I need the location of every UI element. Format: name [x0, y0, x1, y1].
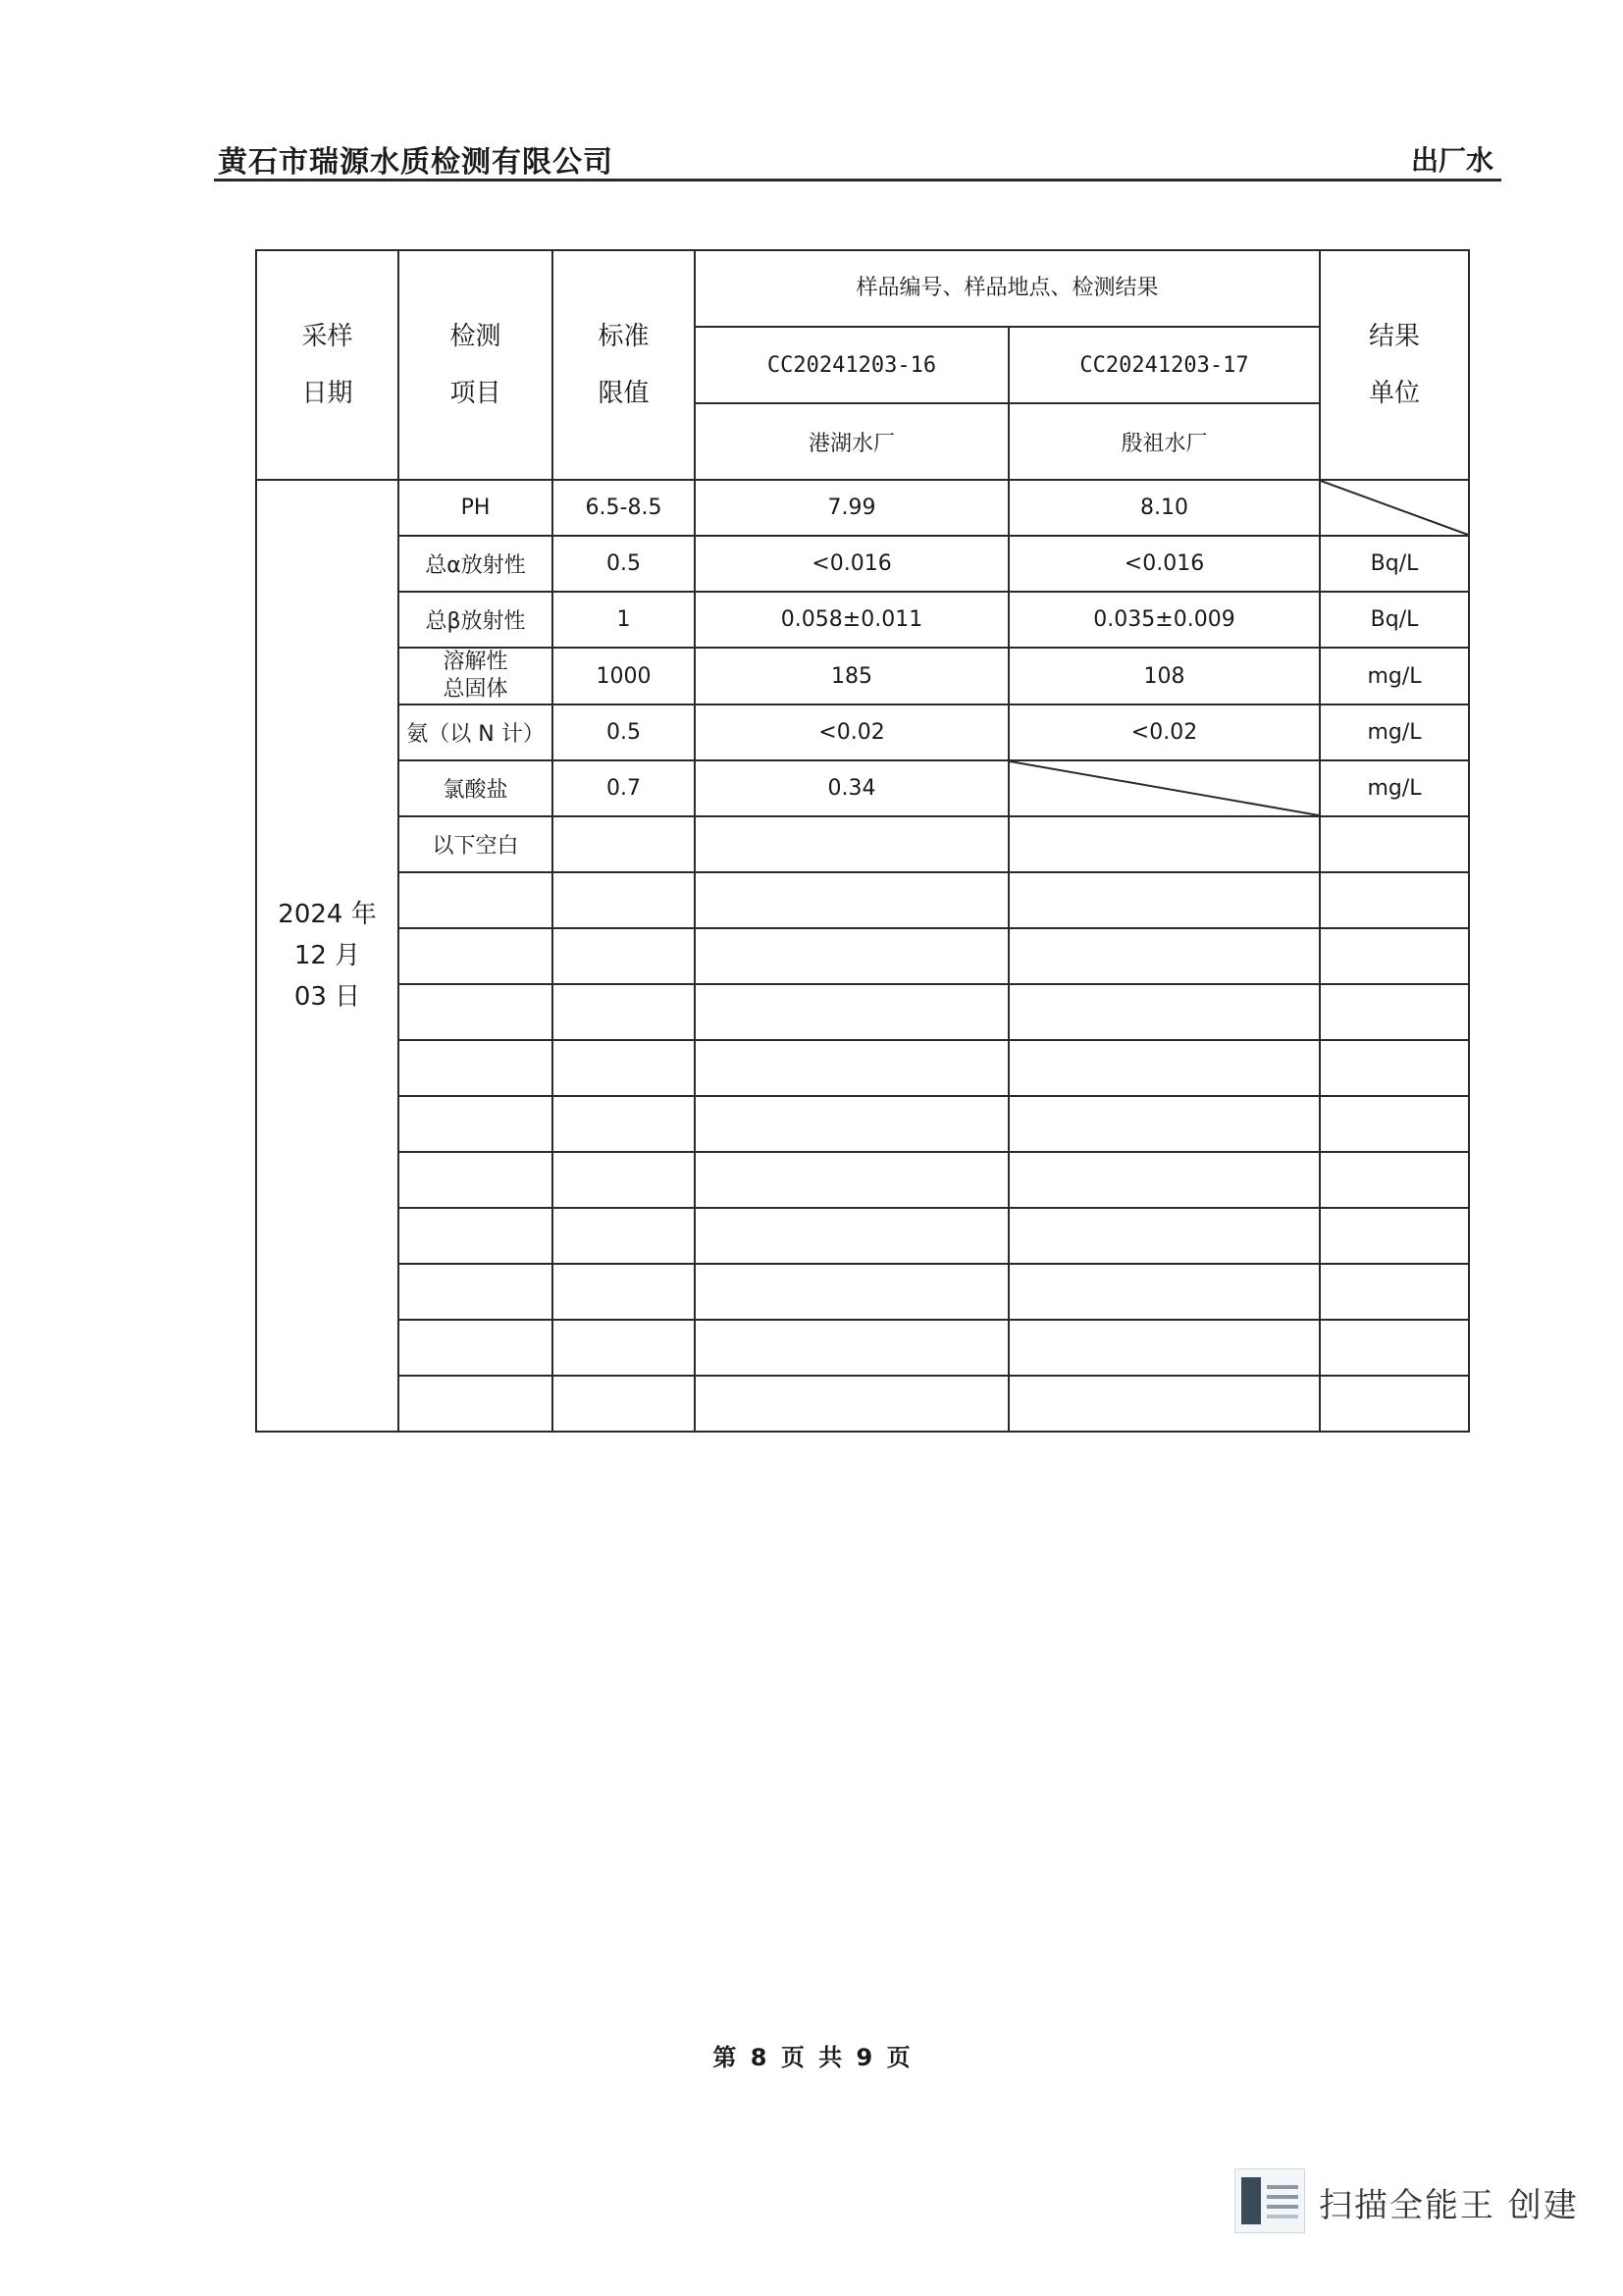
blank-row [256, 872, 1469, 928]
document-tag: 出厂水 [1410, 144, 1493, 177]
blank-row [256, 1096, 1469, 1152]
test-item-line: 以下空白 [432, 834, 519, 859]
test-item-line: PH [460, 496, 491, 520]
result-unit-blank [1320, 1096, 1469, 1152]
test-item-blank [398, 1320, 552, 1376]
sampling-date-part: 2024 年 [278, 900, 377, 929]
test-item-blank [398, 1040, 552, 1096]
header-sample-group: 样品编号、样品地点、检测结果 [695, 250, 1320, 327]
result-unit: mg/L [1320, 704, 1469, 760]
header-test-item [398, 250, 552, 480]
result-unit: mg/L [1320, 648, 1469, 704]
header-result-unit [1320, 250, 1469, 480]
blank-row [256, 1040, 1469, 1096]
result-sample-2-blank [1009, 984, 1320, 1040]
table-row [256, 592, 1469, 648]
blank-row [256, 1264, 1469, 1320]
result-sample-2: <0.016 [1009, 536, 1320, 592]
result-sample-1: 185 [695, 648, 1009, 704]
blank-row [256, 1376, 1469, 1432]
standard-limit-blank [552, 1376, 695, 1432]
table-row [256, 480, 1469, 536]
test-item-blank [398, 1264, 552, 1320]
result-sample-1-blank [695, 928, 1009, 984]
result-unit-blank [1320, 928, 1469, 984]
standard-limit-blank [552, 1152, 695, 1208]
result-unit: Bq/L [1320, 592, 1469, 648]
header-standard-limit [552, 250, 695, 480]
sample-location-2: 殷祖水厂 [1009, 403, 1320, 480]
blank-row [256, 928, 1469, 984]
test-item [398, 648, 552, 704]
header-sampling-date [256, 250, 398, 480]
sampling-date-part: 03 日 [293, 982, 361, 1012]
test-item-blank [398, 984, 552, 1040]
result-sample-1-blank [695, 872, 1009, 928]
test-item-blank [398, 872, 552, 928]
standard-limit-blank [552, 1264, 695, 1320]
test-item [398, 760, 552, 816]
standard-limit: 1 [552, 592, 695, 648]
result-sample-1: 7.99 [695, 480, 1009, 536]
header-test-item-line2: 项目 [449, 379, 501, 408]
header-standard-limit-line1: 标准 [598, 322, 650, 351]
header-standard-limit-line2: 限值 [598, 379, 650, 408]
standard-limit-blank [552, 1320, 695, 1376]
standard-limit-blank [552, 1040, 695, 1096]
result-sample-1-blank [695, 1152, 1009, 1208]
result-unit [1320, 480, 1469, 536]
result-sample-2-blank [1009, 928, 1320, 984]
test-item-line: 总β放射性 [425, 609, 526, 634]
result-unit-blank [1320, 1320, 1469, 1376]
result-sample-2 [1009, 816, 1320, 872]
test-item-blank [398, 1376, 552, 1432]
result-unit: mg/L [1320, 760, 1469, 816]
header-test-item-line1: 检测 [449, 322, 501, 351]
result-sample-2-blank [1009, 1096, 1320, 1152]
header-sampling-date-line1: 采样 [301, 322, 353, 351]
result-sample-2-blank [1009, 1264, 1320, 1320]
standard-limit-blank [552, 1208, 695, 1264]
scanner-logo-icon [1234, 2168, 1305, 2233]
standard-limit: 0.5 [552, 536, 695, 592]
result-sample-2-blank [1009, 1376, 1320, 1432]
test-item [398, 816, 552, 872]
sampling-date-cell [256, 480, 398, 1432]
result-unit-blank [1320, 1264, 1469, 1320]
table-row [256, 816, 1469, 872]
result-sample-1-blank [695, 1320, 1009, 1376]
watermark-text: 扫描全能王 创建 [1319, 2186, 1579, 2225]
result-unit-blank [1320, 1376, 1469, 1432]
test-item-line: 氨（以 N 计） [406, 722, 545, 747]
result-sample-2: 108 [1009, 648, 1320, 704]
result-sample-1: <0.02 [695, 704, 1009, 760]
result-sample-1-blank [695, 1376, 1009, 1432]
result-unit-blank [1320, 1208, 1469, 1264]
sample-id-1: CC20241203-16 [695, 327, 1009, 403]
test-item-blank [398, 1096, 552, 1152]
test-item-blank [398, 1152, 552, 1208]
result-sample-2: 0.035±0.009 [1009, 592, 1320, 648]
header-divider [214, 179, 1501, 182]
test-item-blank [398, 928, 552, 984]
standard-limit: 1000 [552, 648, 695, 704]
test-item-line: 氯酸盐 [443, 778, 508, 803]
sample-id-2: CC20241203-17 [1009, 327, 1320, 403]
header-result-unit-line2: 单位 [1369, 379, 1421, 408]
blank-row [256, 1320, 1469, 1376]
blank-row [256, 1152, 1469, 1208]
test-item [398, 536, 552, 592]
test-item-line: 溶解性 [443, 650, 508, 674]
standard-limit-blank [552, 872, 695, 928]
standard-limit: 0.5 [552, 704, 695, 760]
standard-limit: 6.5-8.5 [552, 480, 695, 536]
result-sample-1-blank [695, 1040, 1009, 1096]
result-sample-1-blank [695, 1264, 1009, 1320]
test-results-table [255, 249, 1470, 1433]
table-row [256, 704, 1469, 760]
result-sample-2 [1009, 760, 1320, 816]
blank-row [256, 984, 1469, 1040]
result-sample-1-blank [695, 1208, 1009, 1264]
scanner-watermark [1234, 2166, 1588, 2239]
result-sample-1-blank [695, 1096, 1009, 1152]
result-sample-2-blank [1009, 1208, 1320, 1264]
result-unit-blank [1320, 984, 1469, 1040]
standard-limit-blank [552, 1096, 695, 1152]
result-sample-2-blank [1009, 1040, 1320, 1096]
test-item [398, 704, 552, 760]
table-row [256, 760, 1469, 816]
result-sample-2-blank [1009, 872, 1320, 928]
diagonal-slash [1321, 481, 1468, 535]
table-row [256, 648, 1469, 704]
sample-location-1: 港湖水厂 [695, 403, 1009, 480]
result-unit-blank [1320, 1040, 1469, 1096]
result-sample-1: 0.34 [695, 760, 1009, 816]
result-sample-1: <0.016 [695, 536, 1009, 592]
result-sample-2: 8.10 [1009, 480, 1320, 536]
header-sampling-date-line2: 日期 [301, 379, 353, 408]
header-result-unit-line1: 结果 [1369, 322, 1421, 351]
test-item-line: 总α放射性 [425, 553, 526, 578]
result-sample-1: 0.058±0.011 [695, 592, 1009, 648]
diagonal-slash [1010, 761, 1319, 815]
result-unit [1320, 816, 1469, 872]
test-item-blank [398, 1208, 552, 1264]
sampling-date-part: 12 月 [293, 941, 361, 970]
test-item [398, 480, 552, 536]
company-name: 黄石市瑞源水质检测有限公司 [218, 145, 613, 180]
result-sample-1-blank [695, 984, 1009, 1040]
result-unit-blank [1320, 1152, 1469, 1208]
result-sample-1 [695, 816, 1009, 872]
result-sample-2-blank [1009, 1152, 1320, 1208]
standard-limit-blank [552, 928, 695, 984]
standard-limit-blank [552, 984, 695, 1040]
table-row [256, 536, 1469, 592]
result-sample-2-blank [1009, 1320, 1320, 1376]
standard-limit [552, 816, 695, 872]
result-sample-2: <0.02 [1009, 704, 1320, 760]
test-item [398, 592, 552, 648]
page-number: 第 8 页 共 9 页 [712, 2044, 911, 2071]
test-item-line: 总固体 [443, 677, 508, 702]
result-unit: Bq/L [1320, 536, 1469, 592]
blank-row [256, 1208, 1469, 1264]
standard-limit: 0.7 [552, 760, 695, 816]
result-unit-blank [1320, 872, 1469, 928]
